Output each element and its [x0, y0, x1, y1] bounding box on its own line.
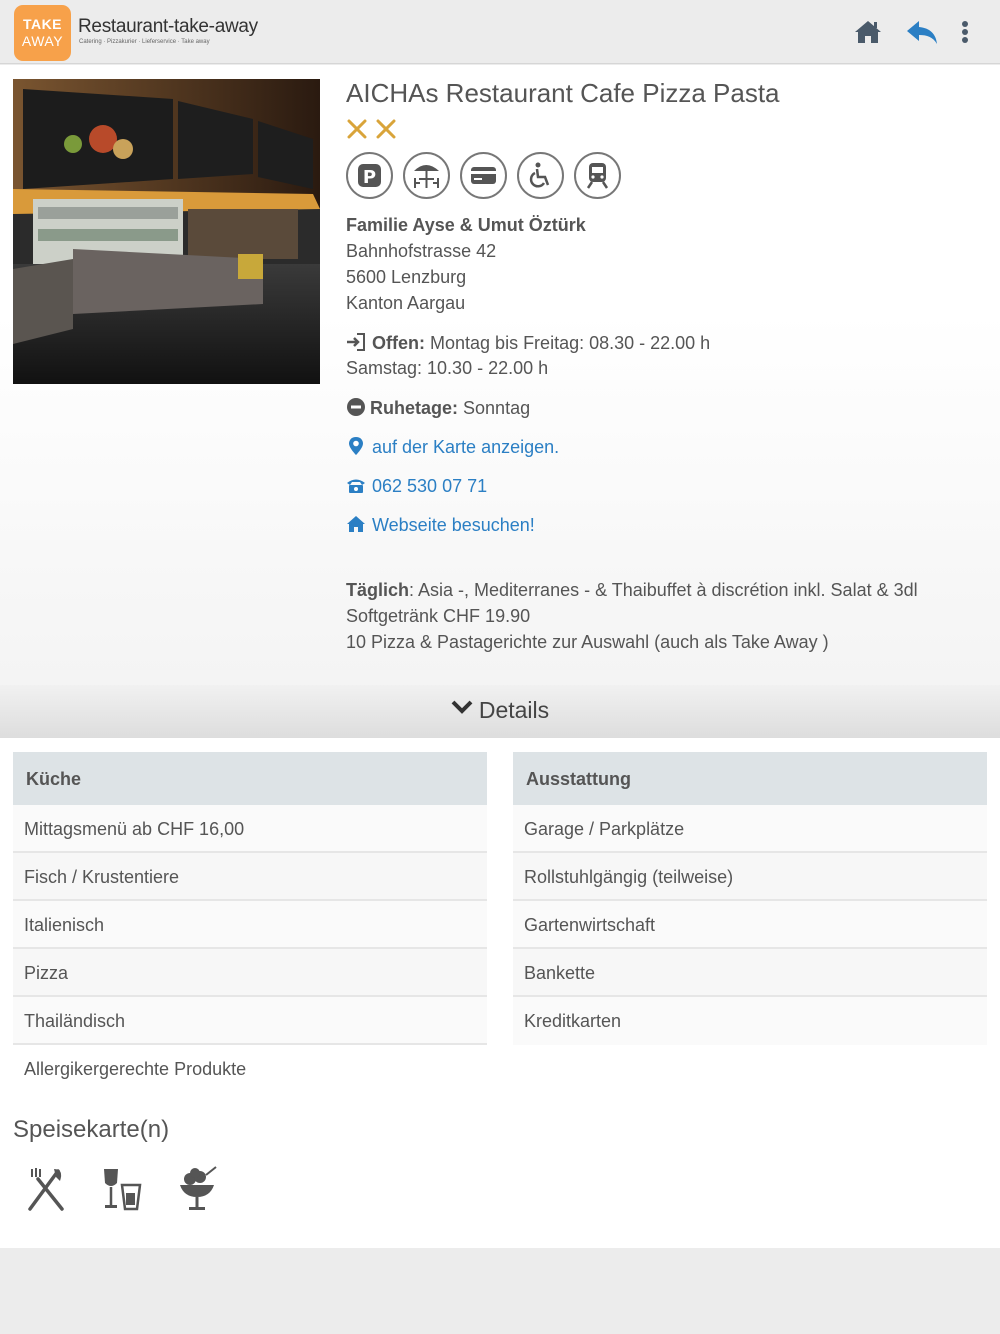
top-bar	[0, 0, 1000, 64]
table-row: Bankette	[513, 949, 987, 997]
address-canton: Kanton Aargau	[346, 293, 466, 313]
website-row[interactable]	[346, 514, 535, 536]
table-row: Pizza	[13, 949, 487, 997]
table-row: Kreditkarten	[513, 997, 987, 1045]
logo-line2: AWAY	[21, 33, 64, 49]
rest-days	[346, 397, 530, 419]
description-label: Täglich	[346, 580, 410, 600]
train-icon[interactable]	[574, 152, 621, 199]
details-toggle[interactable]	[0, 685, 1000, 738]
owner-name: Familie Ayse & Umut Öztürk	[346, 215, 586, 235]
rest-label: Ruhetage:	[370, 398, 459, 418]
drinks-icon[interactable]	[100, 1165, 144, 1213]
wheelchair-icon[interactable]	[517, 152, 564, 199]
garden-terrace-icon[interactable]	[403, 152, 450, 199]
phone-row[interactable]	[346, 475, 487, 497]
map-link-row[interactable]	[346, 436, 559, 458]
equipment-table	[513, 752, 987, 1045]
phone-icon	[346, 475, 366, 495]
kitchen-table	[13, 752, 487, 1093]
address-street: Bahnhofstrasse 42	[346, 241, 497, 261]
description-text: : Asia -, Mediterranes - & Thaibuffet à discrétion inkl. Salat & 3dl Softgetränk CHF 19.90	[346, 580, 918, 626]
minus-circle-icon	[346, 397, 366, 417]
details-section	[0, 738, 1000, 1248]
table-row: Mittagsmenü ab CHF 16,00	[13, 805, 487, 853]
table-row: Fisch / Krustentiere	[13, 853, 487, 901]
opening-label: Offen:	[372, 333, 425, 353]
rest-days-value: Sonntag	[463, 398, 531, 418]
description-line2: 10 Pizza & Pastagerichte zur Auswahl (auch als Take Away )	[346, 632, 829, 652]
opening-saturday: Samstag: 10.30 - 22.00 h	[346, 358, 549, 378]
credit-card-icon[interactable]	[460, 152, 507, 199]
restaurant-photo[interactable]	[13, 79, 320, 384]
menus-title: Speisekarte(n)	[13, 1116, 170, 1143]
home-icon[interactable]	[853, 18, 883, 46]
parking-icon[interactable]	[346, 152, 393, 199]
equipment-header: Ausstattung	[513, 752, 987, 805]
dessert-icon[interactable]	[176, 1165, 220, 1213]
app-subtitle: Catering · Pizzakurier · Lieferservice · Take away	[79, 39, 210, 45]
table-row: Italienisch	[13, 901, 487, 949]
table-row: Allergikergerechte Produkte	[13, 1045, 487, 1093]
kitchen-header: Küche	[13, 752, 487, 805]
table-row: Rollstuhlgängig (teilweise)	[513, 853, 987, 901]
more-vertical-icon[interactable]	[955, 18, 975, 46]
reply-icon[interactable]	[905, 18, 939, 46]
chevron-down-icon	[451, 699, 473, 715]
details-label: Details	[478, 697, 550, 723]
restaurant-info	[0, 65, 1000, 685]
logo-line1: TAKE	[22, 16, 63, 32]
map-marker-icon	[346, 436, 366, 456]
app-logo[interactable]	[14, 5, 71, 61]
sign-in-icon	[346, 332, 366, 352]
home-icon	[346, 514, 366, 534]
description	[346, 577, 966, 655]
table-row: Garage / Parkplätze	[513, 805, 987, 853]
address-city: 5600 Lenzburg	[346, 267, 467, 287]
svg-text:P: P	[362, 167, 377, 188]
fork-knife-cross-icon	[346, 117, 406, 141]
table-row: Gartenwirtschaft	[513, 901, 987, 949]
map-link[interactable]: auf der Karte anzeigen.	[372, 437, 560, 457]
table-row: Thailändisch	[13, 997, 487, 1045]
cutlery-icon[interactable]	[24, 1165, 68, 1213]
opening-weekdays: Montag bis Freitag: 08.30 - 22.00 h	[430, 333, 711, 353]
app-title[interactable]: Restaurant-take-away	[78, 16, 258, 37]
phone-link[interactable]: 062 530 07 71	[372, 476, 488, 496]
opening-hours	[346, 332, 710, 354]
website-link[interactable]: Webseite besuchen!	[372, 515, 535, 535]
restaurant-name: AICHAs Restaurant Cafe Pizza Pasta	[346, 78, 780, 108]
